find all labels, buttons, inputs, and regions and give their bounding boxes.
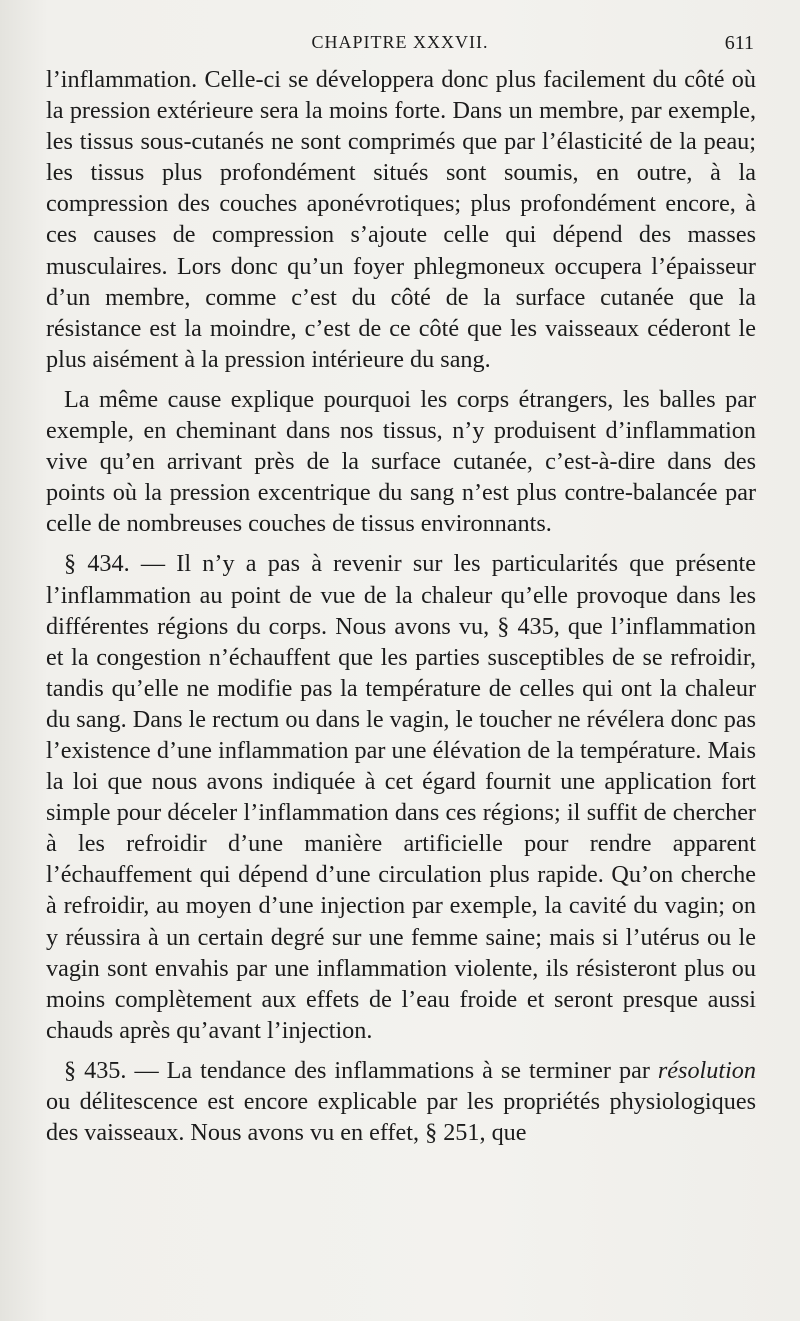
paragraph-continuation: l’inflammation. Celle-ci se développera donc plus facilement du côté où la pression extérieure sera la moins forte. Dans un membre, par exemple, les tissus sous-cutanés ne sont comprimés que par l’élasticité de la peau; les tissus plus profondément situés sont soumis, en outre, à la compression des couches aponévrotiques; plus profondément encore, à ces causes de compression s’ajoute celle qui dépend des masses musculaires. Lors donc qu’un foyer phlegmoneux occupera l’épaisseur d’un membre, comme c’est du côté de la surface cutanée que la résistance est la moindre, c’est de ce côté que les vaisseaux céderont le plus aisément à la pression intérieure du sang.	[46, 66, 756, 373]
section-435-lead: § 435. — La tendance des inflammations à se terminer par	[64, 1056, 658, 1084]
running-head	[46, 32, 754, 58]
term-resolution: résolution	[657, 1056, 756, 1084]
paragraph-foreign-bodies: La même cause explique pourquoi les corps étrangers, les balles par exemple, en cheminant dans nos tissus, n’y produisent d’inflammation vive qu’en arrivant près de la surface cutanée, c’est-à-dire dans des points où la pression excentrique du sang n’est plus contre-balancée par celle de nombreuses couches de tissus environnants.	[46, 385, 756, 538]
paragraph-section-434: § 434. — Il n’y a pas à revenir sur les particularités que présente l’inflammation au point de vue de la chaleur qu’elle provoque dans les différentes régions du corps. Nous avons vu, § 435, que l’inflammation et la congestion n’échauffent que les parties susceptibles de se refroidir, tandis qu’elle ne modifie pas la température de celles qui ont la chaleur du sang. Dans le rectum ou dans le vagin, le toucher ne révélera donc pas l’existence d’une inflammation par une élévation de la température. Mais la loi que nous avons indiquée à cet égard fournit une application fort simple pour déceler l’inflammation dans ces régions; il suffit de chercher à les refroidir d’une manière artificielle pour rendre apparent l’échauffement qui dépend d’une circulation plus rapide. Qu’on cherche à refroidir, au moyen d’une injection par exemple, la cavité du vagin; on y réussira à un certain degré sur une femme saine; mais si l’utérus ou le vagin sont envahis par une inflammation violente, ils résisteront plus ou moins complètement aux effets de l’eau froide et seront presque aussi chauds après qu’avant l’injection.	[46, 550, 756, 1044]
page-number: 611	[724, 32, 754, 54]
section-435-rest: ou délitescence est encore explicable par les propriétés physiologiques des vaisseaux. Nous avons vu en effet, § 251, que	[46, 1088, 756, 1147]
chapter-title: CHAPITRE XXXVII.	[311, 32, 489, 52]
paragraph-section-435	[46, 1055, 756, 1148]
body-text	[46, 64, 756, 1148]
